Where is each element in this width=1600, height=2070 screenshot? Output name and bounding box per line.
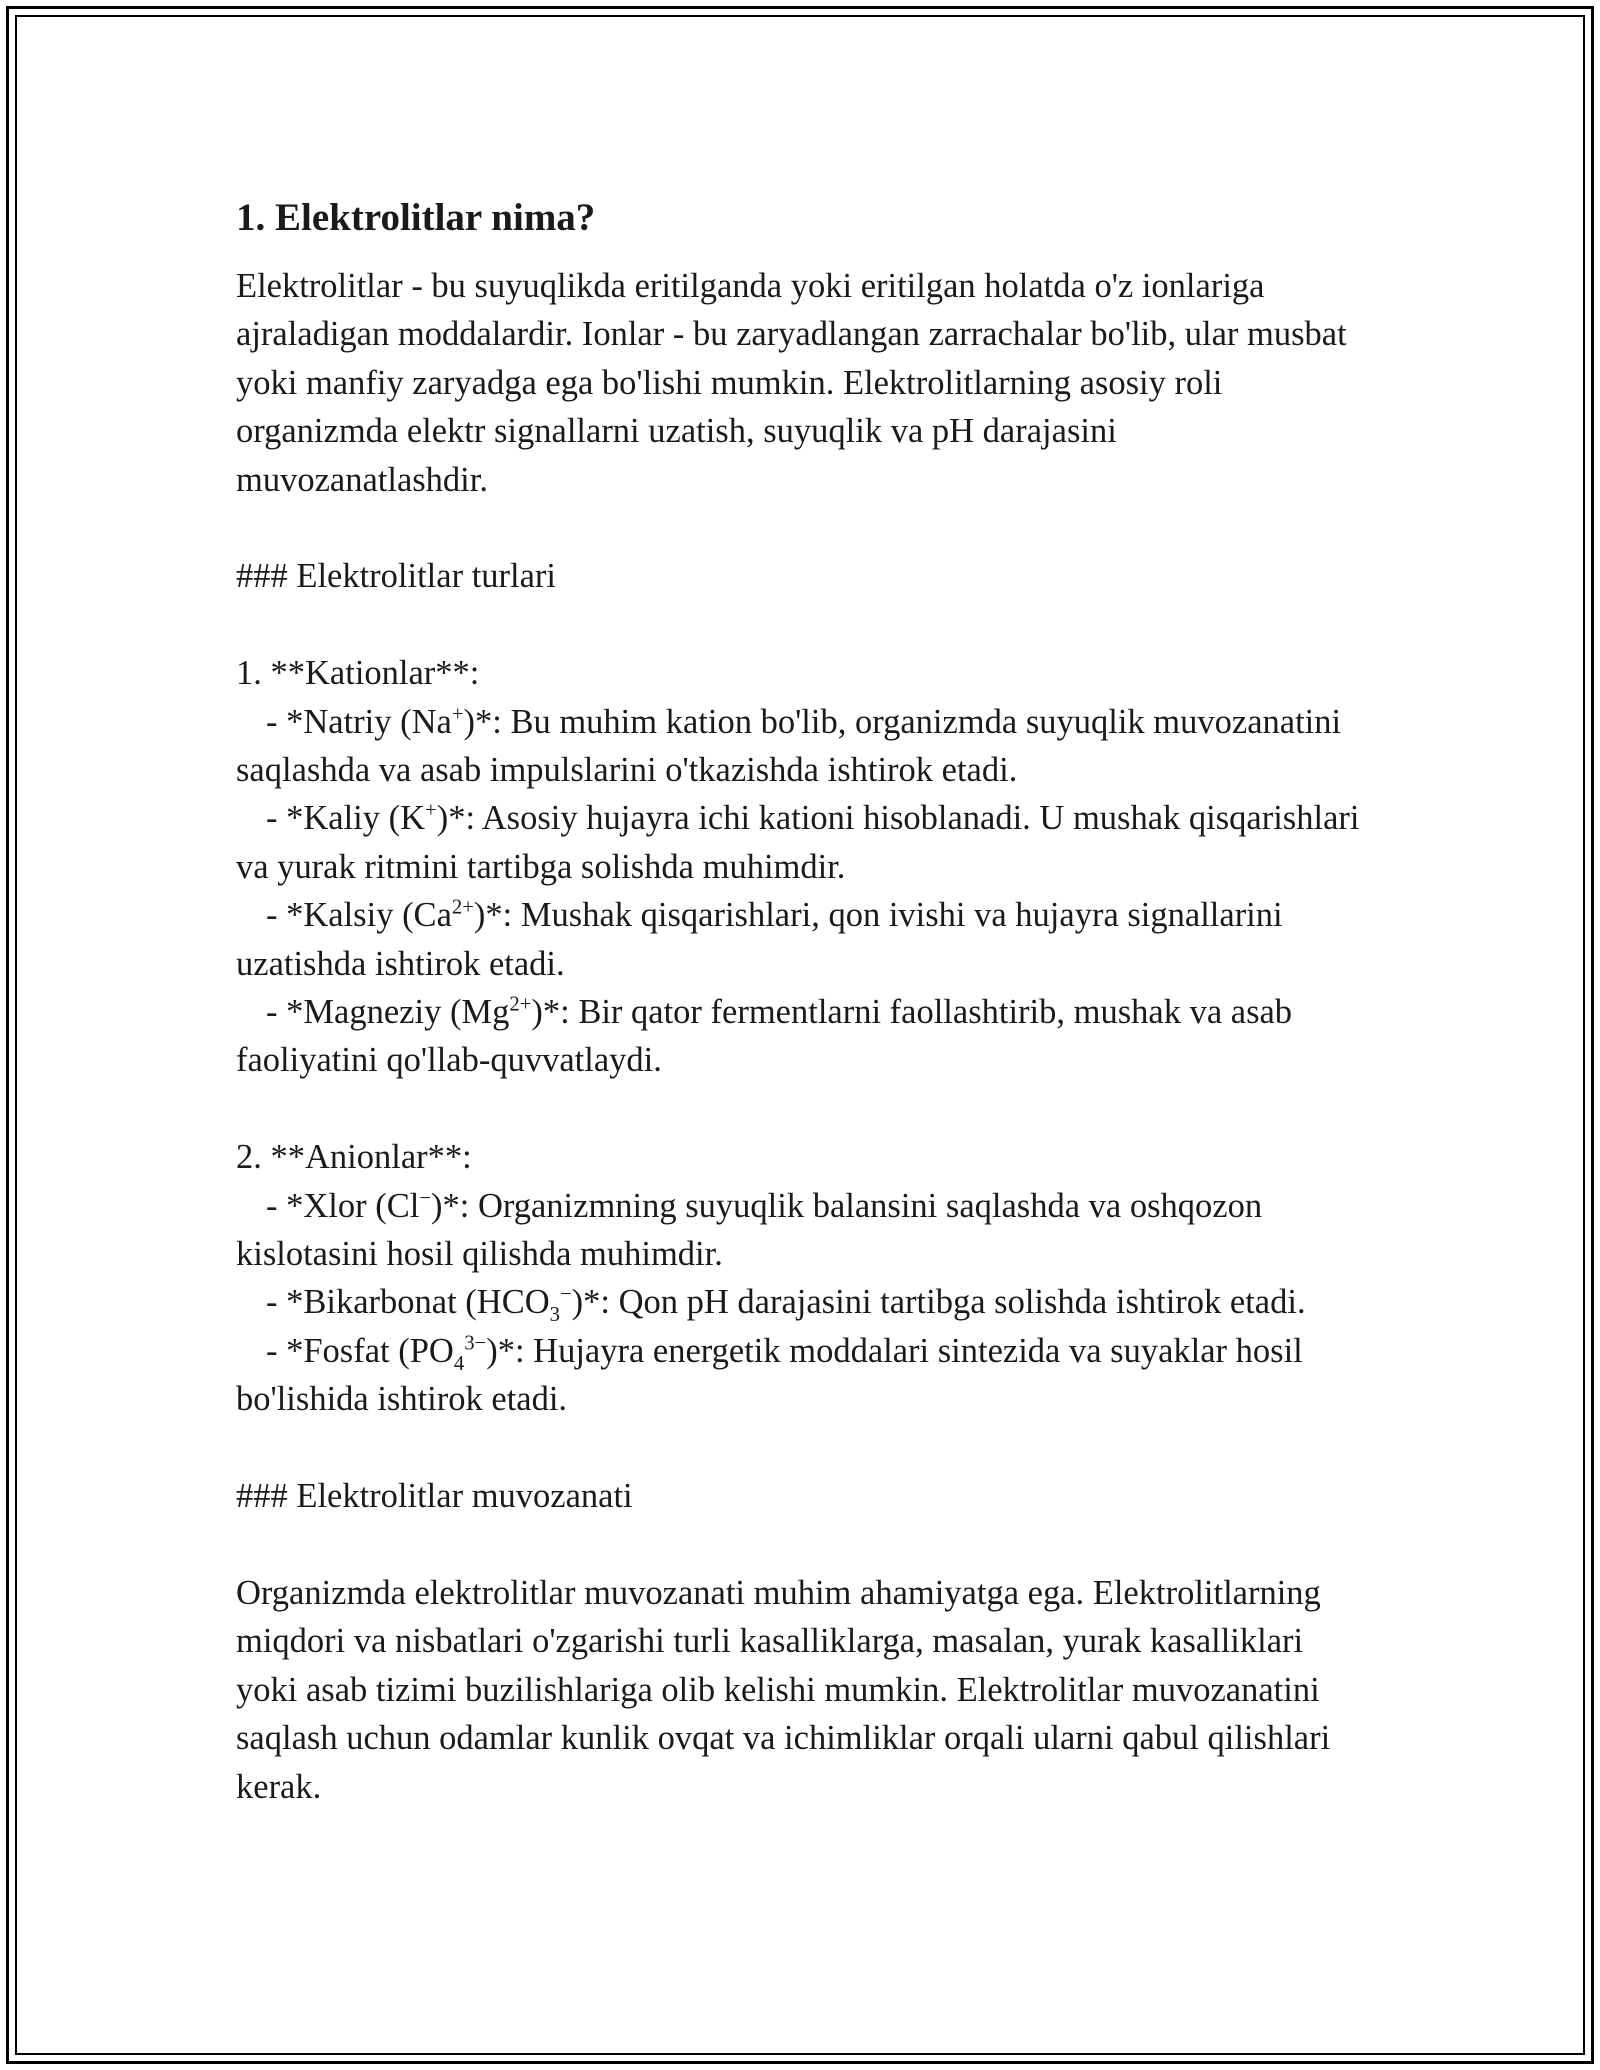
section-heading-types: ### Elektrolitlar turlari xyxy=(236,557,556,596)
ion-subscript: 4 xyxy=(453,1352,465,1375)
cations-list xyxy=(236,698,1366,1085)
item-description: )*: Qon pH darajasini tartibga solishda ishtirok etadi. xyxy=(571,1283,1306,1322)
cation-item xyxy=(236,794,1366,891)
anion-item xyxy=(236,1278,1366,1326)
section-heading-balance: ### Elektrolitlar muvozanati xyxy=(236,1477,633,1516)
spacer xyxy=(236,504,1366,552)
item-prefix: - *Fosfat (PO xyxy=(266,1331,454,1370)
balance-paragraph: Organizmda elektrolitlar muvozanati muhim ahamiyatga ega. Elektrolitlarning miqdori va nisbatlari o'zgarishi turli kasalliklarga, masalan, yurak kasalliklari yoki asab tizimi buzilishlariga olib kelishi mumkin. Elektrolitlar muvozanatini saqlash uchun odamlar kunlik ovqat va ichimliklar orqali ularni qabul qilishlari kerak. xyxy=(236,1573,1331,1806)
anions-list xyxy=(236,1182,1366,1424)
item-description: )*: Bir qator fermentlarni faollashtirib, mushak va asab faoliyatini qo'llab-quvvatlaydi. xyxy=(236,993,1293,1080)
ion-charge: + xyxy=(451,703,464,726)
item-description: )*: Mushak qisqarishlari, qon ivishi va hujayra signallarini uzatishda ishtirok etadi. xyxy=(236,896,1283,983)
spacer xyxy=(236,1521,1366,1569)
intro-paragraph: Elektrolitlar - bu suyuqlikda eritilganda yoki eritilgan holatda o'z ionlariga ajraladigan moddalardir. Ionlar - bu zaryadlangan zarrachalar bo'lib, ular musbat yoki manfiy zaryadga ega bo'lishi mumkin. Elektrolitlarning asosiy roli organizmda elektr signallarni uzatish, suyuqlik va pH darajasini muvozanatlashdir. xyxy=(236,267,1347,499)
cation-item xyxy=(236,988,1366,1085)
item-prefix: - *Bikarbonat (HCO xyxy=(266,1283,550,1322)
spacer xyxy=(236,601,1366,649)
ion-charge: 2+ xyxy=(451,896,474,919)
document-title: 1. Elektrolitlar nima? xyxy=(236,196,596,239)
ion-charge: − xyxy=(419,1187,431,1210)
item-prefix: - *Xlor (Cl xyxy=(266,1186,420,1225)
item-description: )*: Bu muhim kation bo'lib, organizmda suyuqlik muvozanatini saqlashda va asab impulslarini o'tkazishda ishtirok etadi. xyxy=(236,702,1342,790)
anions-label: 2. **Anionlar**: xyxy=(236,1138,472,1177)
item-prefix: - *Kalsiy (Ca xyxy=(266,896,452,935)
item-description: )*: Organizmning suyuqlik balansini saqlashda va oshqozon kislotasini hosil qilishda muhimdir. xyxy=(236,1186,1263,1274)
ion-subscript: 3 xyxy=(549,1304,560,1327)
spacer xyxy=(236,1085,1366,1133)
ion-charge: − xyxy=(559,1283,572,1306)
anion-item xyxy=(236,1327,1366,1424)
item-description: )*: Asosiy hujayra ichi kationi hisoblanadi. U mushak qisqarishlari va yurak ritmini tartibga solishda muhimdir. xyxy=(236,799,1360,886)
anion-item xyxy=(236,1182,1366,1279)
item-prefix: - *Magneziy (Mg xyxy=(266,993,510,1032)
item-description: )*: Hujayra energetik moddalari sintezida va suyaklar hosil bo'lishida ishtirok etadi. xyxy=(236,1331,1303,1419)
ion-charge: 3− xyxy=(464,1332,487,1355)
cations-label: 1. **Kationlar**: xyxy=(236,654,480,693)
item-prefix: - *Kaliy (K xyxy=(266,799,426,838)
spacer xyxy=(236,1424,1366,1472)
ion-charge: 2+ xyxy=(509,993,532,1016)
ion-charge: + xyxy=(425,799,437,822)
document-body xyxy=(236,180,1366,1811)
item-prefix: - *Natriy (Na xyxy=(266,702,452,741)
cation-item xyxy=(236,891,1366,988)
cation-item xyxy=(236,698,1366,795)
